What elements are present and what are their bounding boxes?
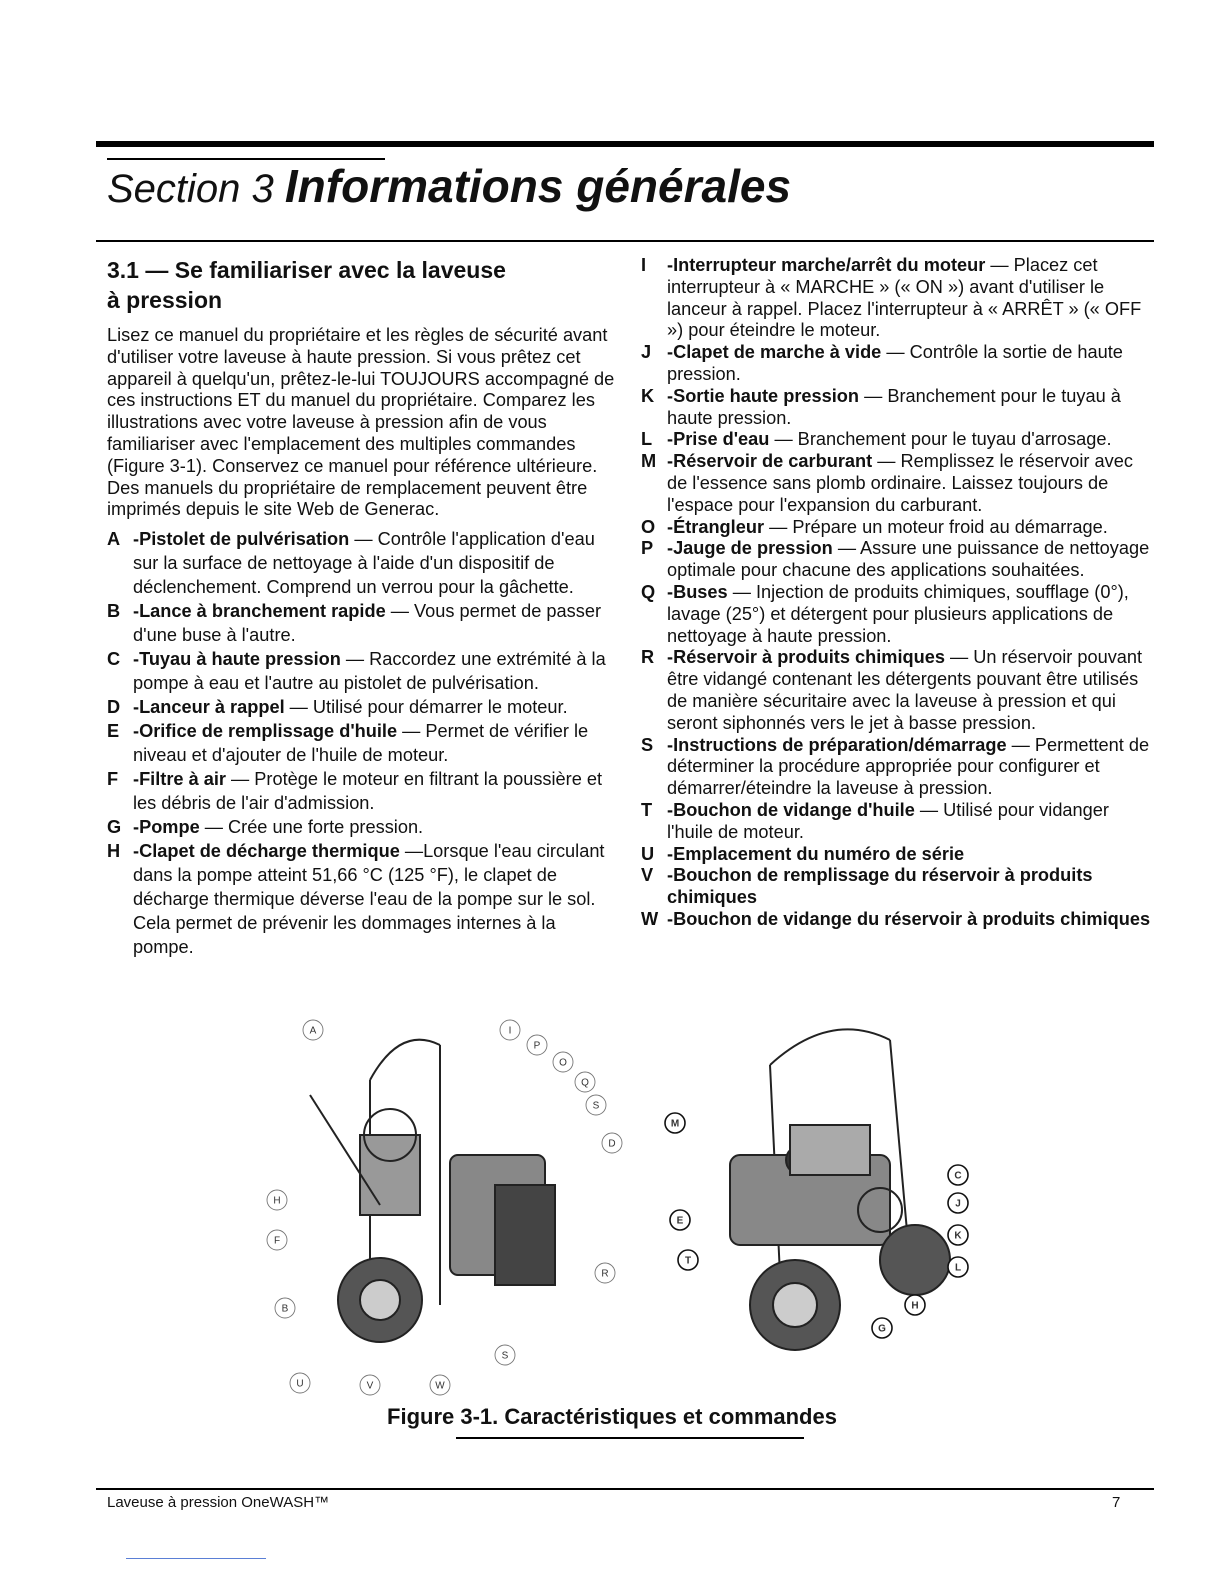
component-term: Clapet de décharge thermique — [139, 841, 400, 862]
component-item — [641, 844, 1151, 866]
component-description — [667, 538, 1151, 582]
component-item — [641, 255, 1151, 342]
component-description — [133, 839, 617, 959]
callout-label: O — [559, 1057, 567, 1069]
component-item — [107, 719, 617, 767]
callout-label: S — [592, 1100, 600, 1112]
callout-label: T — [684, 1255, 692, 1267]
component-description — [133, 527, 617, 599]
component-detail: —Lorsque l'eau circulant dans la pompe atteint 51,66 °C (125 °F), le clapet de décharge thermique déverse l'eau de la pompe sur le sol. Cela permet de prévenir les dommages internes à la pompe. — [133, 841, 605, 958]
section-title: Informations générales — [284, 160, 792, 212]
callout-u — [290, 1373, 310, 1393]
subsection-heading — [107, 255, 617, 315]
component-item — [641, 647, 1151, 734]
component-description — [133, 599, 617, 647]
callout-label: I — [508, 1025, 512, 1037]
component-dash: - — [667, 581, 674, 602]
component-description — [667, 800, 1151, 844]
component-term: Buses — [673, 581, 728, 602]
callout-m — [665, 1113, 685, 1133]
callout-r — [595, 1263, 615, 1283]
page-number: 7 — [1112, 1494, 1121, 1511]
component-detail: — Placez cet interrupteur à « MARCHE » (« ON ») avant d'utiliser le lanceur à rappel. Placez l'interrupteur à « ARRÊT » (« OFF ») pour éteindre le moteur. — [667, 255, 1142, 341]
component-term: Pompe — [139, 817, 200, 838]
component-letter: O — [641, 516, 656, 537]
component-list-left — [107, 527, 617, 959]
callout-i — [500, 1020, 520, 1040]
component-term: Réservoir à produits chimiques — [673, 647, 945, 668]
component-letter: L — [641, 429, 653, 450]
callout-label: F — [273, 1235, 281, 1247]
callout-label: A — [309, 1025, 317, 1037]
component-term: Jauge de pression — [673, 538, 833, 559]
component-description — [133, 815, 617, 839]
component-detail: — Branchement pour le tuyau à haute pression. — [667, 385, 1121, 428]
right-column — [641, 255, 1151, 931]
component-detail: — Vous permet de passer d'une buse à l'autre. — [133, 601, 602, 646]
figure-illustration — [250, 1005, 990, 1400]
component-term: Tuyau à haute pression — [139, 649, 341, 670]
component-letter: P — [641, 538, 654, 559]
heading-rule — [96, 240, 1154, 242]
component-letter: U — [641, 843, 655, 864]
component-description — [667, 909, 1151, 931]
callout-s — [495, 1345, 515, 1365]
component-description — [667, 386, 1151, 430]
subsection-line-2: à pression — [107, 287, 223, 313]
component-dash: - — [133, 649, 140, 670]
component-detail: — Permet de vérifier le niveau et d'ajouter de l'huile de moteur. — [133, 721, 589, 766]
component-term: Réservoir de carburant — [673, 451, 873, 472]
component-term: Orifice de remplissage d'huile — [139, 721, 398, 742]
callout-label: R — [601, 1268, 609, 1280]
callout-label: C — [954, 1170, 962, 1182]
component-letter: F — [107, 769, 119, 790]
component-dash: - — [667, 538, 674, 559]
component-item — [641, 429, 1151, 451]
component-letter: J — [641, 342, 652, 363]
component-dash: - — [667, 429, 674, 450]
component-term: Pistolet de pulvérisation — [139, 529, 350, 550]
callout-label: E — [676, 1215, 684, 1227]
callout-s — [586, 1095, 606, 1115]
component-dash: - — [133, 841, 140, 862]
section-heading — [107, 160, 791, 215]
footer-rule — [96, 1488, 1154, 1490]
callout-label: W — [435, 1380, 445, 1392]
component-dash: - — [667, 843, 674, 864]
component-description — [133, 647, 617, 695]
component-description — [667, 429, 1151, 451]
component-letter: D — [107, 697, 121, 718]
component-description — [667, 735, 1151, 800]
component-term: Lanceur à rappel — [139, 697, 285, 718]
component-letter: I — [641, 255, 647, 275]
component-dash: - — [667, 734, 674, 755]
component-description — [667, 451, 1151, 516]
callout-label: L — [954, 1262, 962, 1274]
callout-label: P — [533, 1040, 541, 1052]
component-dash: - — [133, 721, 140, 742]
component-term: Bouchon de vidange d'huile — [673, 799, 915, 820]
component-letter: A — [107, 529, 121, 550]
component-description — [667, 255, 1151, 342]
component-item — [641, 582, 1151, 647]
component-dash: - — [133, 769, 140, 790]
component-detail: — Protège le moteur en filtrant la poussière et les débris de l'air d'admission. — [133, 769, 603, 814]
callout-l — [948, 1257, 968, 1277]
component-letter: Q — [641, 581, 656, 602]
component-detail: — Utilisé pour vidanger l'huile de moteur. — [667, 799, 1109, 842]
component-item — [641, 451, 1151, 516]
component-item — [107, 839, 617, 959]
component-item — [107, 815, 617, 839]
decorative-blue-line — [126, 1558, 266, 1559]
pressure-washer-front-illustration — [310, 1040, 555, 1342]
component-detail: — Contrôle la sortie de haute pression. — [667, 342, 1123, 384]
callout-label: V — [366, 1380, 374, 1392]
callout-a — [303, 1020, 323, 1040]
component-description — [133, 695, 617, 719]
component-item — [641, 386, 1151, 430]
callout-label: J — [955, 1198, 961, 1210]
component-item — [641, 909, 1151, 931]
callout-label: D — [608, 1138, 616, 1150]
subsection-line-1: 3.1 — Se familiariser avec la laveuse — [107, 257, 506, 283]
component-item — [641, 800, 1151, 844]
component-term: Sortie haute pression — [673, 385, 860, 406]
figure-caption-rule — [456, 1437, 804, 1439]
component-detail: — Remplissez le réservoir avec de l'essence sans plomb ordinaire. Laissez toujours de l'espace pour l'expansion du carburant. — [667, 451, 1133, 515]
callout-h — [267, 1190, 287, 1210]
callout-b — [275, 1298, 295, 1318]
component-detail: — Permettent de déterminer la procédure appropriée pour configurer et démarrer/éteindre la laveuse à pression. — [667, 734, 1150, 799]
component-item — [641, 735, 1151, 800]
component-dash: - — [667, 799, 674, 820]
component-item — [641, 538, 1151, 582]
component-dash: - — [133, 817, 140, 838]
component-term: Bouchon de remplissage du réservoir à produits chimiques — [667, 865, 1093, 908]
component-dash: - — [667, 385, 674, 406]
callout-d — [602, 1133, 622, 1153]
component-letter: G — [107, 817, 122, 838]
left-column — [107, 255, 617, 959]
callout-label: G — [878, 1323, 886, 1335]
component-term: Bouchon de vidange du réservoir à produits chimiques — [673, 908, 1151, 929]
callout-j — [948, 1193, 968, 1213]
component-item — [641, 865, 1151, 909]
component-term: Interrupteur marche/arrêt du moteur — [673, 255, 986, 275]
callout-label: K — [954, 1230, 962, 1242]
callout-f — [267, 1230, 287, 1250]
component-detail: — Assure une puissance de nettoyage optimale pour chacune des applications souhaitées. — [667, 538, 1150, 581]
callout-o — [553, 1052, 573, 1072]
component-description — [667, 865, 1151, 909]
section-prefix: Section 3 — [107, 167, 274, 211]
component-detail: — Utilisé pour démarrer le moteur. — [284, 697, 568, 718]
component-detail: — Contrôle l'application d'eau sur la surface de nettoyage à l'aide d'un dispositif de déclenchement. Comprend un verrou pour la gâchette. — [133, 529, 595, 598]
component-description — [667, 647, 1151, 734]
component-item — [107, 599, 617, 647]
component-dash: - — [133, 697, 140, 718]
component-item — [641, 342, 1151, 386]
component-item — [107, 695, 617, 719]
component-item — [107, 647, 617, 695]
component-dash: - — [667, 342, 674, 363]
component-letter: B — [107, 601, 121, 622]
component-dash: - — [667, 516, 674, 537]
component-dash: - — [667, 865, 674, 886]
component-dash: - — [667, 647, 674, 668]
component-letter: V — [641, 865, 654, 886]
component-letter: C — [107, 649, 121, 670]
callout-e — [670, 1210, 690, 1230]
component-term: Clapet de marche à vide — [673, 342, 882, 363]
component-term: Étrangleur — [673, 516, 765, 537]
component-letter: R — [641, 647, 655, 668]
callout-p — [527, 1035, 547, 1055]
callout-label: H — [273, 1195, 281, 1207]
callout-c — [948, 1165, 968, 1185]
figure-caption: Figure 3-1. Caractéristiques et commandes — [387, 1404, 837, 1429]
callout-label: U — [296, 1378, 304, 1390]
component-letter: M — [641, 451, 657, 472]
component-item — [107, 767, 617, 815]
component-letter: S — [641, 734, 654, 755]
callout-w — [430, 1375, 450, 1395]
component-dash: - — [667, 451, 674, 472]
callout-label: B — [281, 1303, 289, 1315]
footer-product: Laveuse à pression OneWASH™ — [107, 1494, 330, 1511]
component-term: Emplacement du numéro de série — [673, 843, 965, 864]
component-description — [667, 582, 1151, 647]
callout-g — [872, 1318, 892, 1338]
component-term: Lance à branchement rapide — [139, 601, 386, 622]
component-item — [107, 527, 617, 599]
component-detail: — Un réservoir pouvant être vidangé contenant les détergents pouvant être utilisés de manière sécuritaire avec la laveuse à pression et qui seront siphonnés vers le jet à basse pression. — [667, 647, 1143, 733]
callout-label: H — [911, 1300, 919, 1312]
component-list-right — [641, 255, 1151, 931]
callout-q — [575, 1072, 595, 1092]
component-description — [667, 517, 1151, 539]
callout-label: Q — [581, 1077, 589, 1089]
component-detail: — Branchement pour le tuyau d'arrosage. — [769, 429, 1112, 450]
component-description — [667, 844, 1151, 866]
component-letter: E — [107, 721, 120, 742]
component-description — [133, 767, 617, 815]
component-dash: - — [133, 529, 140, 550]
component-dash: - — [667, 908, 674, 929]
component-description — [667, 342, 1151, 386]
component-letter: W — [641, 908, 659, 929]
callout-label: M — [670, 1118, 680, 1130]
component-letter: T — [641, 799, 653, 820]
component-letter: H — [107, 841, 121, 862]
component-dash: - — [133, 601, 140, 622]
callout-t — [678, 1250, 698, 1270]
component-detail: — Injection de produits chimiques, soufflage (0°), lavage (25°) et détergent pour plusieurs applications de nettoyage à haute pression. — [667, 581, 1129, 646]
callout-k — [948, 1225, 968, 1245]
component-term: Prise d'eau — [673, 429, 770, 450]
callout-v — [360, 1375, 380, 1395]
component-term: Filtre à air — [139, 769, 226, 790]
component-item — [641, 517, 1151, 539]
callout-label: S — [501, 1350, 509, 1362]
callout-h — [905, 1295, 925, 1315]
component-detail: — Crée une forte pression. — [199, 817, 424, 838]
component-detail: — Prépare un moteur froid au démarrage. — [764, 516, 1108, 537]
component-letter: K — [641, 385, 655, 406]
top-rule — [96, 141, 1154, 147]
component-description — [133, 719, 617, 767]
component-term: Instructions de préparation/démarrage — [673, 734, 1007, 755]
component-dash: - — [667, 255, 674, 275]
intro-paragraph: Lisez ce manuel du propriétaire et les règles de sécurité avant d'utiliser votre laveuse à haute pression. Si vous prêtez cet appareil à quelqu'un, prêtez-le-lui TOUJOURS accompagné de ces instructions ET du manuel du propriétaire. Comparez les illustrations avec votre laveuse à pression afin de vous familiariser avec l'emplacement des multiples commandes (Figure 3-1). Conservez ce manuel pour référence ultérieure. Des manuels du propriétaire de remplacement peuvent être imprimés depuis le site Web de Generac. — [107, 325, 615, 520]
component-detail: — Raccordez une extrémité à la pompe à eau et l'autre au pistolet de pulvérisation. — [133, 649, 606, 694]
